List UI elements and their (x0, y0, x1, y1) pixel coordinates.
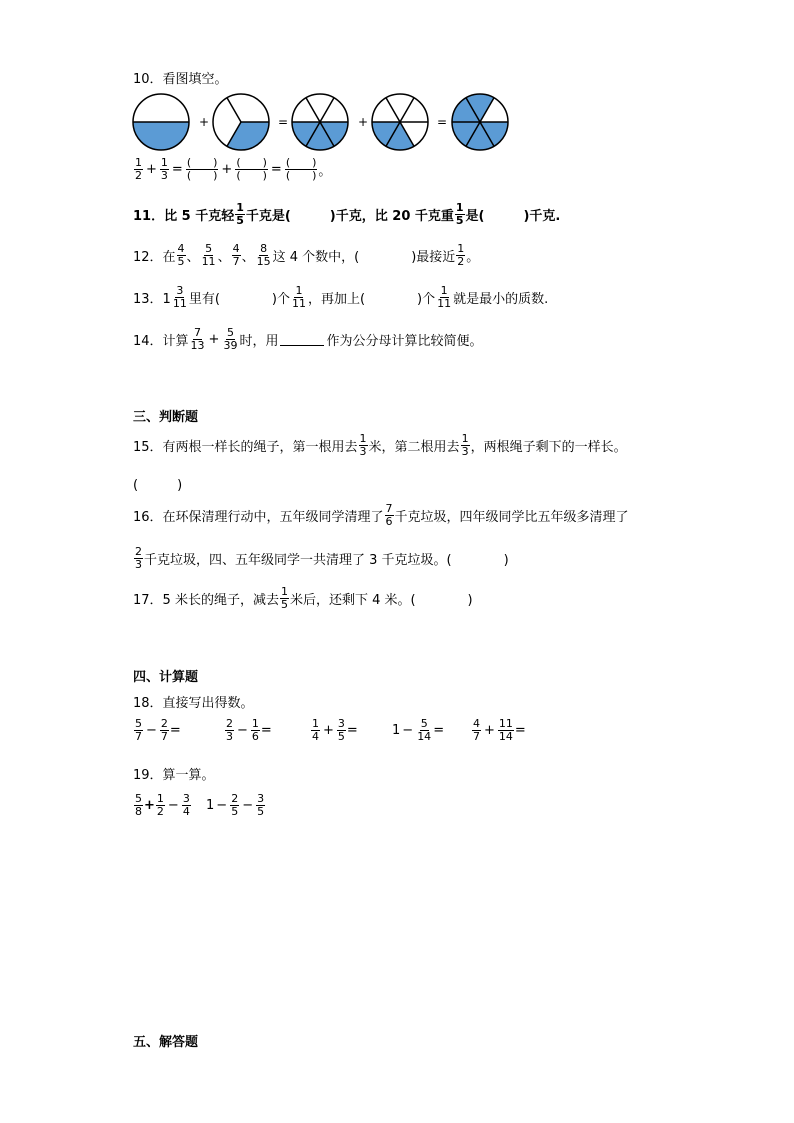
circle-third (213, 94, 269, 150)
fraction-third: $\frac{1}{3}$ (160, 156, 168, 182)
equals: = (260, 723, 272, 738)
q19-title: 19．算一算。 (133, 768, 215, 783)
fraction: $\frac{3}{5}$ (337, 717, 345, 743)
fraction: $\frac{2}{3}$ (135, 545, 142, 571)
q10-equation (133, 157, 331, 182)
circle-three-sixths (292, 94, 348, 150)
circle-two-sixths (372, 94, 428, 150)
q18-expr-3 (310, 718, 358, 743)
q13-text-4: 就是最小的质数. (453, 292, 549, 307)
q14 (133, 327, 482, 352)
q15-answer-paren[interactable]: ( ) (133, 478, 183, 493)
q15 (133, 433, 627, 458)
q16-text-3: 千克垃圾，四、五年级同学一共清理了 3 千克垃圾。( ) (144, 553, 509, 568)
equals: = (346, 723, 358, 738)
fraction-half: $\frac{1}{2}$ (135, 156, 142, 182)
fraction: $\frac{7}{6}$ (385, 502, 393, 528)
whole-number: 1 (206, 798, 215, 813)
q18-expr-2 (224, 718, 272, 743)
fraction: $\frac{3}{4}$ (182, 792, 190, 818)
q13-text-1: 13．1 (133, 292, 171, 307)
q17-text-1: 17．5 米长的绳子，减去 (133, 593, 279, 608)
plus: + (221, 162, 233, 177)
fraction: $\frac{5}{11}$ (201, 242, 216, 268)
answer-blank-2[interactable]: $\frac{( )}{( )}$ (236, 156, 267, 182)
q12-text-2: 这 4 个数中，( )最接近 (272, 250, 456, 265)
separator: 、 (217, 250, 231, 265)
plus-sign-1: + (199, 115, 210, 129)
circle-half (133, 94, 189, 150)
q16-line-2 (133, 546, 509, 571)
q13-text-3: ，再加上( )个 (307, 292, 436, 307)
fraction: $\frac{5}{8}$ (135, 792, 142, 818)
q18-title: 18．直接写出得数。 (133, 696, 254, 711)
fraction: $\frac{5}{14}$ (417, 717, 432, 743)
fraction: $\frac{4}{5}$ (177, 242, 185, 268)
operator: − (146, 723, 157, 738)
q14-text-3: 作为公分母计算比较简便。 (326, 334, 483, 349)
fraction: $\frac{2}{5}$ (231, 792, 239, 818)
operator: + (484, 723, 495, 738)
equals-sign-1: = (278, 115, 289, 129)
fraction: $\frac{1}{11}$ (437, 284, 452, 310)
equals: = (514, 723, 526, 738)
q13-text-2: 里有( )个 (188, 292, 290, 307)
operator: − (402, 723, 414, 738)
q16-text-2: 千克垃圾，四年级同学比五年级多清理了 (394, 510, 629, 525)
q13 (133, 285, 548, 310)
q12-text-1: 12．在 (133, 250, 176, 265)
fraction: $\frac{5}{7}$ (135, 717, 142, 743)
answer-blank-1[interactable]: $\frac{( )}{( )}$ (186, 156, 218, 182)
fraction: $\frac{4}{7}$ (473, 717, 480, 743)
equals-sign-2: = (437, 115, 448, 129)
whole-number: 1 (392, 723, 401, 738)
q18-expr-4 (392, 718, 444, 743)
fraction: $\frac{1}{4}$ (312, 717, 319, 743)
q11-text-2: 千克是( )千克，比 20 千克重 (245, 209, 454, 224)
fraction: $\frac{7}{13}$ (190, 326, 205, 352)
plus-sign-2: + (358, 115, 369, 129)
fraction: $\frac{2}{7}$ (160, 717, 168, 743)
period: 。 (318, 164, 332, 179)
fraction: $\frac{1}{5}$ (455, 201, 464, 227)
q18-expr-5 (471, 718, 526, 743)
operator: − (216, 798, 228, 813)
q19-expr-1 (133, 793, 192, 818)
fraction: $\frac{1}{11}$ (291, 284, 306, 310)
equals: = (171, 162, 183, 177)
separator: 、 (186, 250, 200, 265)
fraction: $\frac{8}{15}$ (256, 242, 271, 268)
q14-text-1: 14．计算 (133, 334, 189, 349)
fraction: $\frac{1}{3}$ (359, 432, 367, 458)
answer-underline[interactable] (280, 333, 324, 346)
separator: 、 (241, 250, 255, 265)
fraction: $\frac{1}{5}$ (236, 201, 244, 227)
fraction: $\frac{5}{39}$ (223, 326, 238, 352)
equals: = (169, 723, 181, 738)
q10-title: 10．看图填空。 (133, 72, 228, 87)
section-title-calculation: 四、计算题 (133, 670, 199, 685)
answer-blank-3[interactable]: $\frac{( )}{( )}$ (285, 156, 317, 182)
q16-line-1 (133, 503, 629, 528)
fraction: $\frac{1}{5}$ (280, 585, 288, 611)
operator: + (323, 723, 334, 738)
fraction: $\frac{4}{7}$ (232, 242, 240, 268)
q18-expr-1 (133, 718, 181, 743)
q11-text-3: 是( )千克. (465, 209, 561, 224)
operator: − (242, 798, 254, 813)
fraction: $\frac{1}{6}$ (251, 717, 259, 743)
q12 (133, 243, 479, 268)
q16-text-1: 16．在环保清理行动中，五年级同学清理了 (133, 510, 384, 525)
q17 (133, 586, 473, 611)
q11 (133, 202, 560, 227)
q17-text-2: 米后，还剩下 4 米。( ) (289, 593, 473, 608)
plus: + (146, 162, 157, 177)
section-title-word-problems: 五、解答题 (133, 1035, 199, 1050)
fraction: $\frac{3}{11}$ (172, 284, 187, 310)
q12-text-3: 。 (466, 250, 480, 265)
q15-text-3: ，两根绳子剩下的一样长。 (470, 440, 627, 455)
q11-text-1: 11．比 5 千克轻 (133, 209, 235, 224)
fraction: $\frac{2}{3}$ (226, 717, 233, 743)
equals: = (270, 162, 282, 177)
q15-text-2: 米，第二根用去 (368, 440, 460, 455)
q14-text-2: 时，用 (239, 334, 279, 349)
operator: − (237, 723, 248, 738)
fraction: $\frac{1}{2}$ (156, 792, 164, 818)
circle-five-sixths (452, 94, 508, 150)
fraction: $\frac{3}{5}$ (257, 792, 265, 818)
fraction: $\frac{1}{2}$ (457, 242, 465, 268)
equals: = (433, 723, 445, 738)
fraction-circles-figure (130, 92, 515, 154)
fraction: $\frac{1}{3}$ (461, 432, 469, 458)
q19-expr-2 (206, 793, 266, 818)
fraction: $\frac{11}{14}$ (498, 717, 513, 743)
q15-text-1: 15．有两根一样长的绳子，第一根用去 (133, 440, 358, 455)
operator: − (167, 798, 179, 813)
section-title-judgement: 三、判断题 (133, 410, 199, 425)
operator: + (144, 798, 155, 813)
plus: + (208, 332, 220, 347)
